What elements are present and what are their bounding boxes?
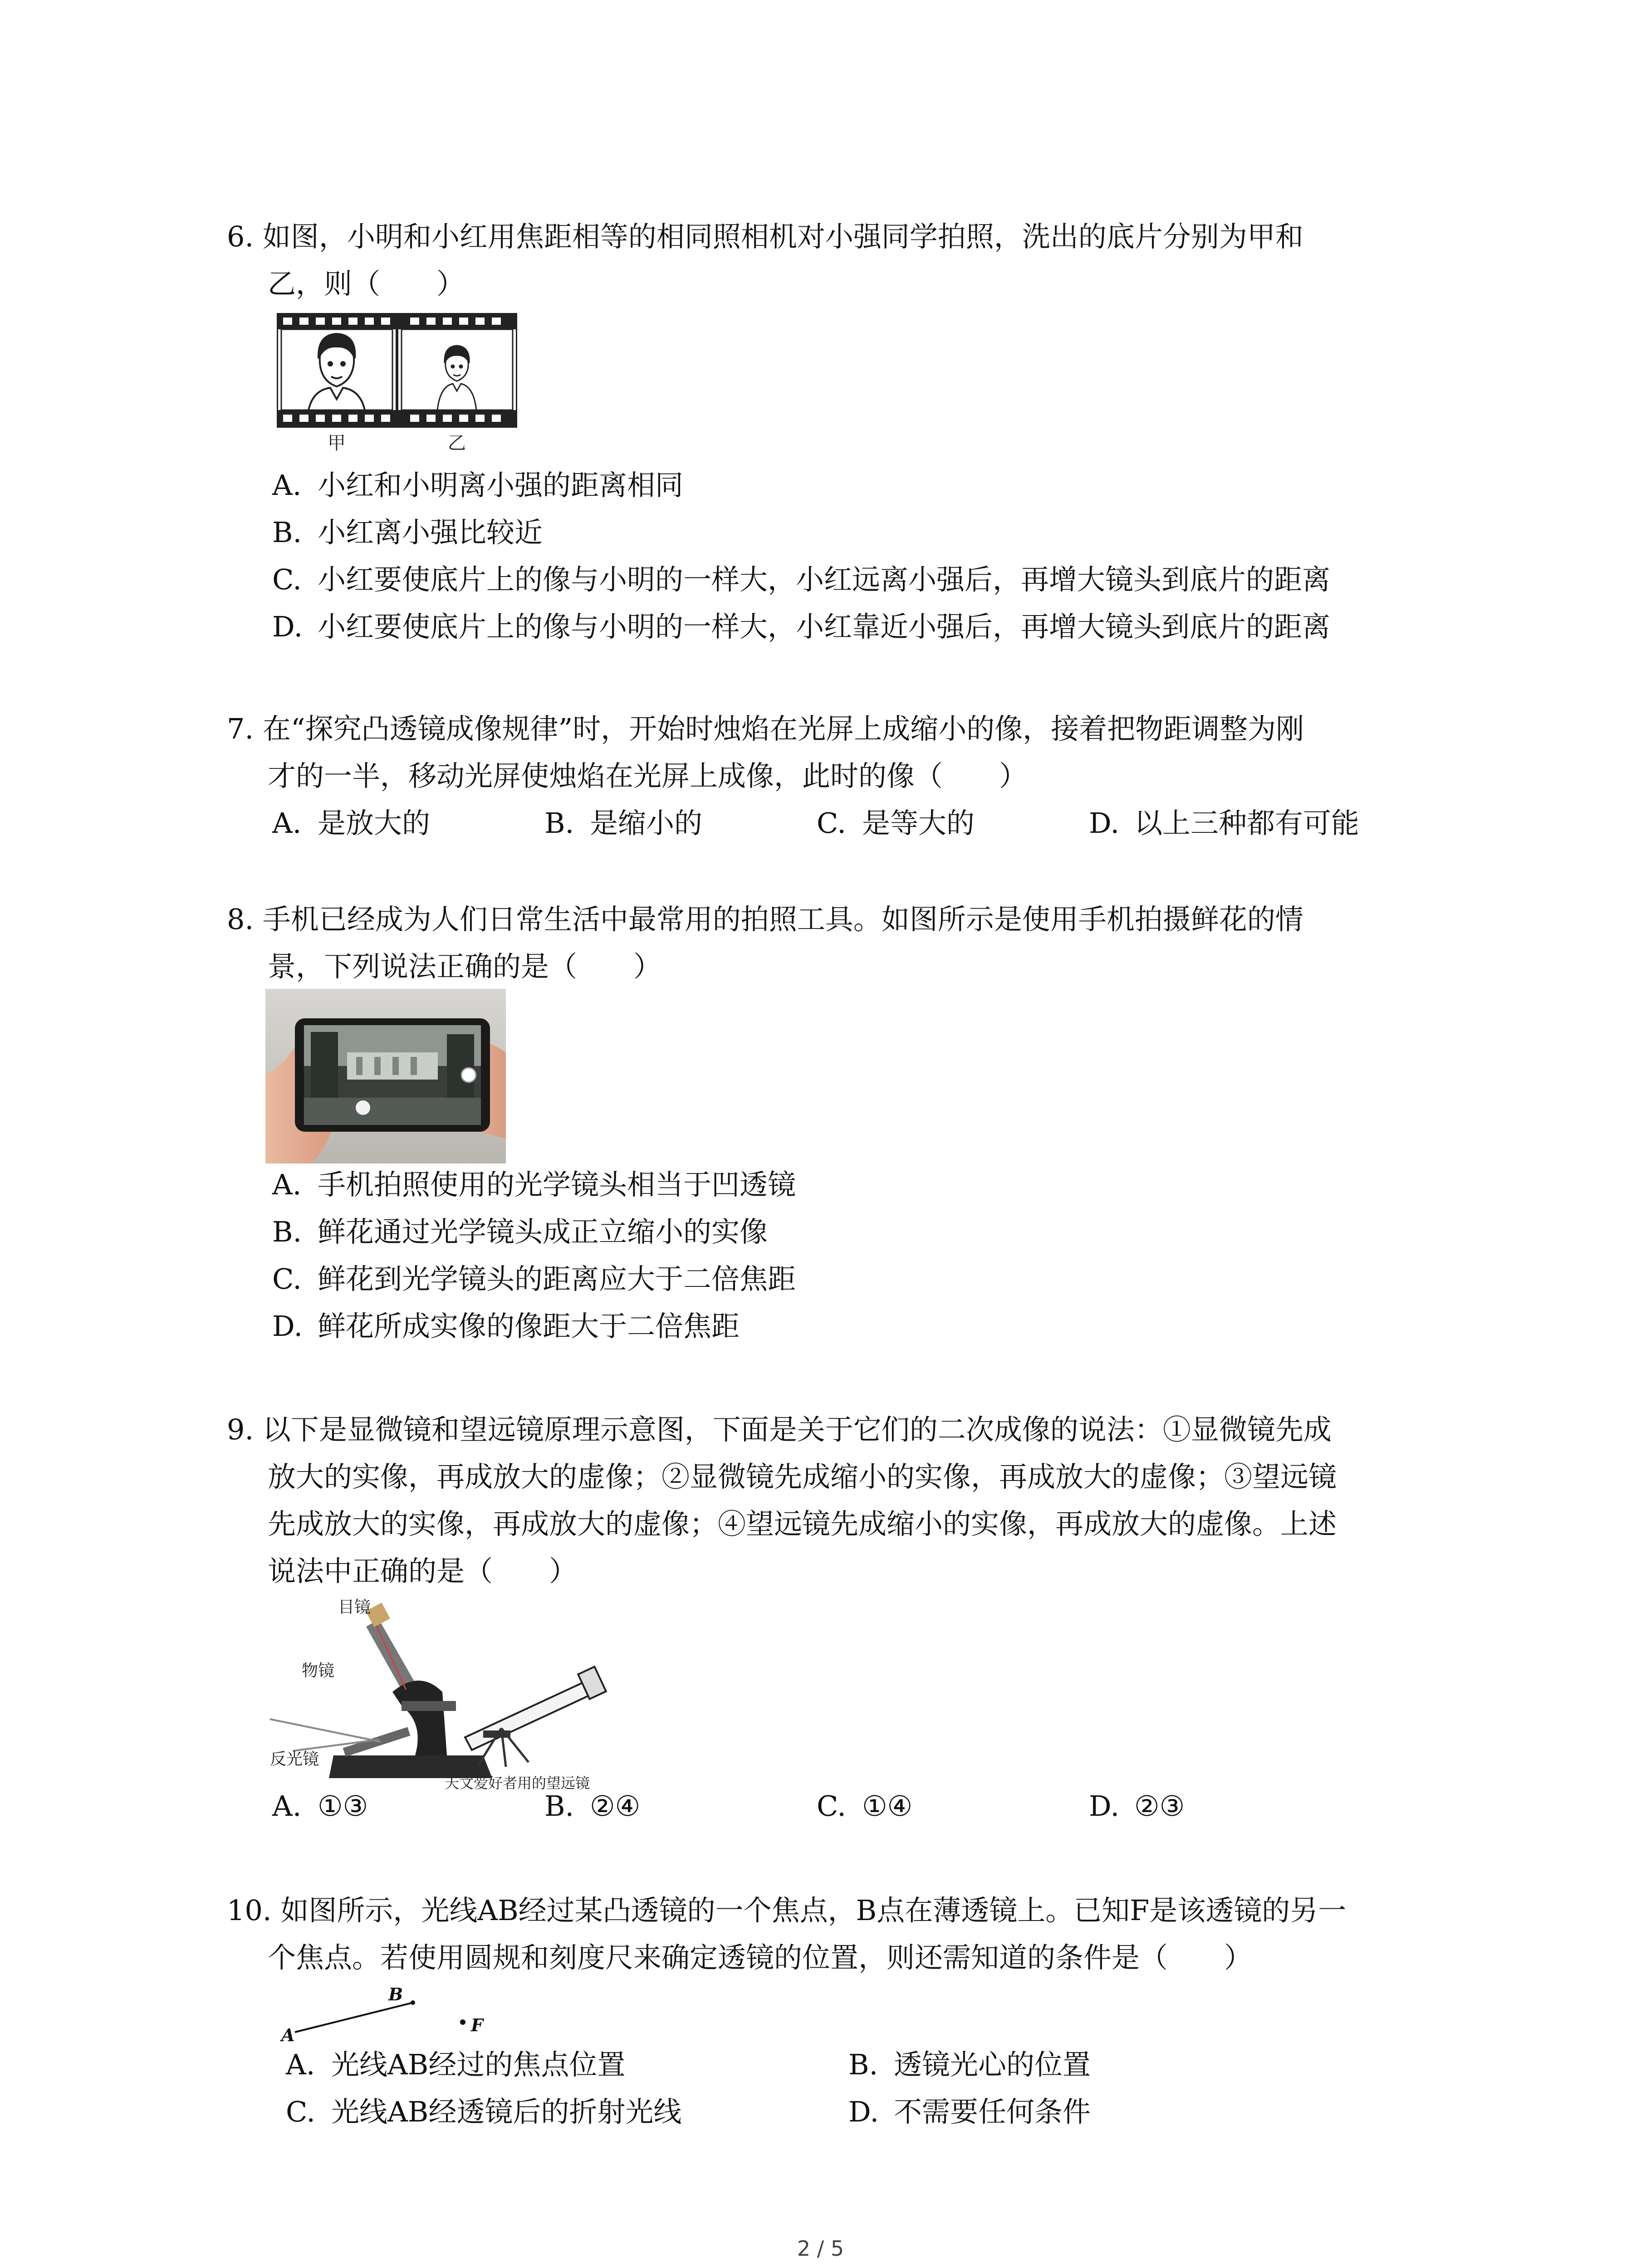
option-8c[interactable]: C. 鲜花到光学镜头的距离应大于二倍焦距 <box>272 1262 796 1295</box>
option-9c[interactable]: C. ①④ <box>817 1789 913 1823</box>
focus-point <box>460 2019 465 2025</box>
microscope-telescope-figure <box>265 1592 628 1792</box>
option-6a[interactable]: A. 小红和小明离小强的距离相同 <box>272 469 684 502</box>
question-stem: 6. 如图，小明和小红用焦距相等的相同照相机对小强同学拍照，洗出的底片分别为甲和 <box>227 220 1303 253</box>
question-stem-cont: 乙，则（ ） <box>268 267 465 300</box>
label-a: A <box>281 2025 295 2045</box>
question-stem-cont: 放大的实像，再成放大的虚像；②显微镜先成缩小的实像，再成放大的虚像；③望远镜 <box>268 1460 1337 1493</box>
option-10b[interactable]: B. 透镜光心的位置 <box>848 2048 1091 2081</box>
label-mirror: 反光镜 <box>270 1750 319 1769</box>
page-number: 2 / 5 <box>797 2236 844 2261</box>
question-stem: 9. 以下是显微镜和望远镜原理示意图，下面是关于它们的二次成像的说法：①显微镜先成 <box>227 1413 1332 1446</box>
label-f: F <box>471 2015 483 2035</box>
option-7b[interactable]: B. 是缩小的 <box>544 807 703 840</box>
question-8 <box>227 896 1443 990</box>
question-stem: 8. 手机已经成为人们日常生活中最常用的拍照工具。如图所示是使用手机拍摄鲜花的情 <box>227 903 1303 936</box>
option-8a[interactable]: A. 手机拍照使用的光学镜头相当于凹透镜 <box>272 1168 796 1201</box>
question-9 <box>227 1406 1443 1595</box>
film-label-jia: 甲 <box>328 433 346 454</box>
question-stem-cont: 先成放大的实像，再成放大的虚像；④望远镜先成缩小的实像，再成放大的虚像。上述 <box>268 1507 1337 1540</box>
question-stem-cont: 景，下列说法正确的是（ ） <box>268 950 662 983</box>
label-eyepiece: 目镜 <box>338 1598 371 1617</box>
option-9d[interactable]: D. ②③ <box>1089 1789 1185 1823</box>
shutter-icon <box>461 1068 476 1082</box>
option-10a[interactable]: A. 光线AB经过的焦点位置 <box>286 2048 626 2081</box>
option-9a[interactable]: A. ①③ <box>272 1789 368 1823</box>
film-negatives-figure <box>277 313 517 458</box>
ray-ab <box>295 2003 413 2032</box>
telescope-icon <box>465 1667 606 1767</box>
question-7 <box>227 705 1443 800</box>
option-9b[interactable]: B. ②④ <box>544 1789 641 1823</box>
label-objective: 物镜 <box>302 1662 335 1680</box>
question-stem-cont: 才的一半，移动光屏使烛焰在光屏上成像，此时的像（ ） <box>268 759 1028 792</box>
option-6c[interactable]: C. 小红要使底片上的像与小明的一样大，小红远离小强后，再增大镜头到底片的距离 <box>272 563 1331 596</box>
option-7c[interactable]: C. 是等大的 <box>817 807 975 840</box>
option-10c[interactable]: C. 光线AB经透镜后的折射光线 <box>286 2095 682 2128</box>
option-6b[interactable]: B. 小红离小强比较近 <box>272 516 543 549</box>
film-label-yi: 乙 <box>448 433 466 454</box>
question-stem-cont: 说法中正确的是（ ） <box>268 1554 578 1588</box>
phone-photo-figure <box>265 989 506 1163</box>
option-10d[interactable]: D. 不需要任何条件 <box>848 2095 1091 2128</box>
question-10 <box>227 1887 1443 1981</box>
option-7a[interactable]: A. 是放大的 <box>272 807 431 840</box>
option-8d[interactable]: D. 鲜花所成实像的像距大于二倍焦距 <box>272 1310 740 1343</box>
question-6 <box>227 213 1443 308</box>
option-7d[interactable]: D. 以上三种都有可能 <box>1089 807 1360 840</box>
label-telescope: 天文爱好者用的望远镜 <box>445 1774 590 1792</box>
question-stem: 10. 如图所示，光线AB经过某凸透镜的一个焦点，B点在薄透镜上。已知F是该透镜的另一 <box>227 1894 1347 1927</box>
ray-ab-figure <box>277 1982 531 2046</box>
question-stem-cont: 个焦点。若使用圆规和刻度尺来确定透镜的位置，则还需知道的条件是（ ） <box>268 1941 1253 1974</box>
question-stem: 7. 在“探究凸透镜成像规律”时，开始时烛焰在光屏上成缩小的像，接着把物距调整为刚 <box>227 712 1304 745</box>
label-b: B <box>388 1984 403 2004</box>
option-6d[interactable]: D. 小红要使底片上的像与小明的一样大，小红靠近小强后，再增大镜头到底片的距离 <box>272 610 1331 643</box>
option-8b[interactable]: B. 鲜花通过光学镜头成正立缩小的实像 <box>272 1215 768 1248</box>
